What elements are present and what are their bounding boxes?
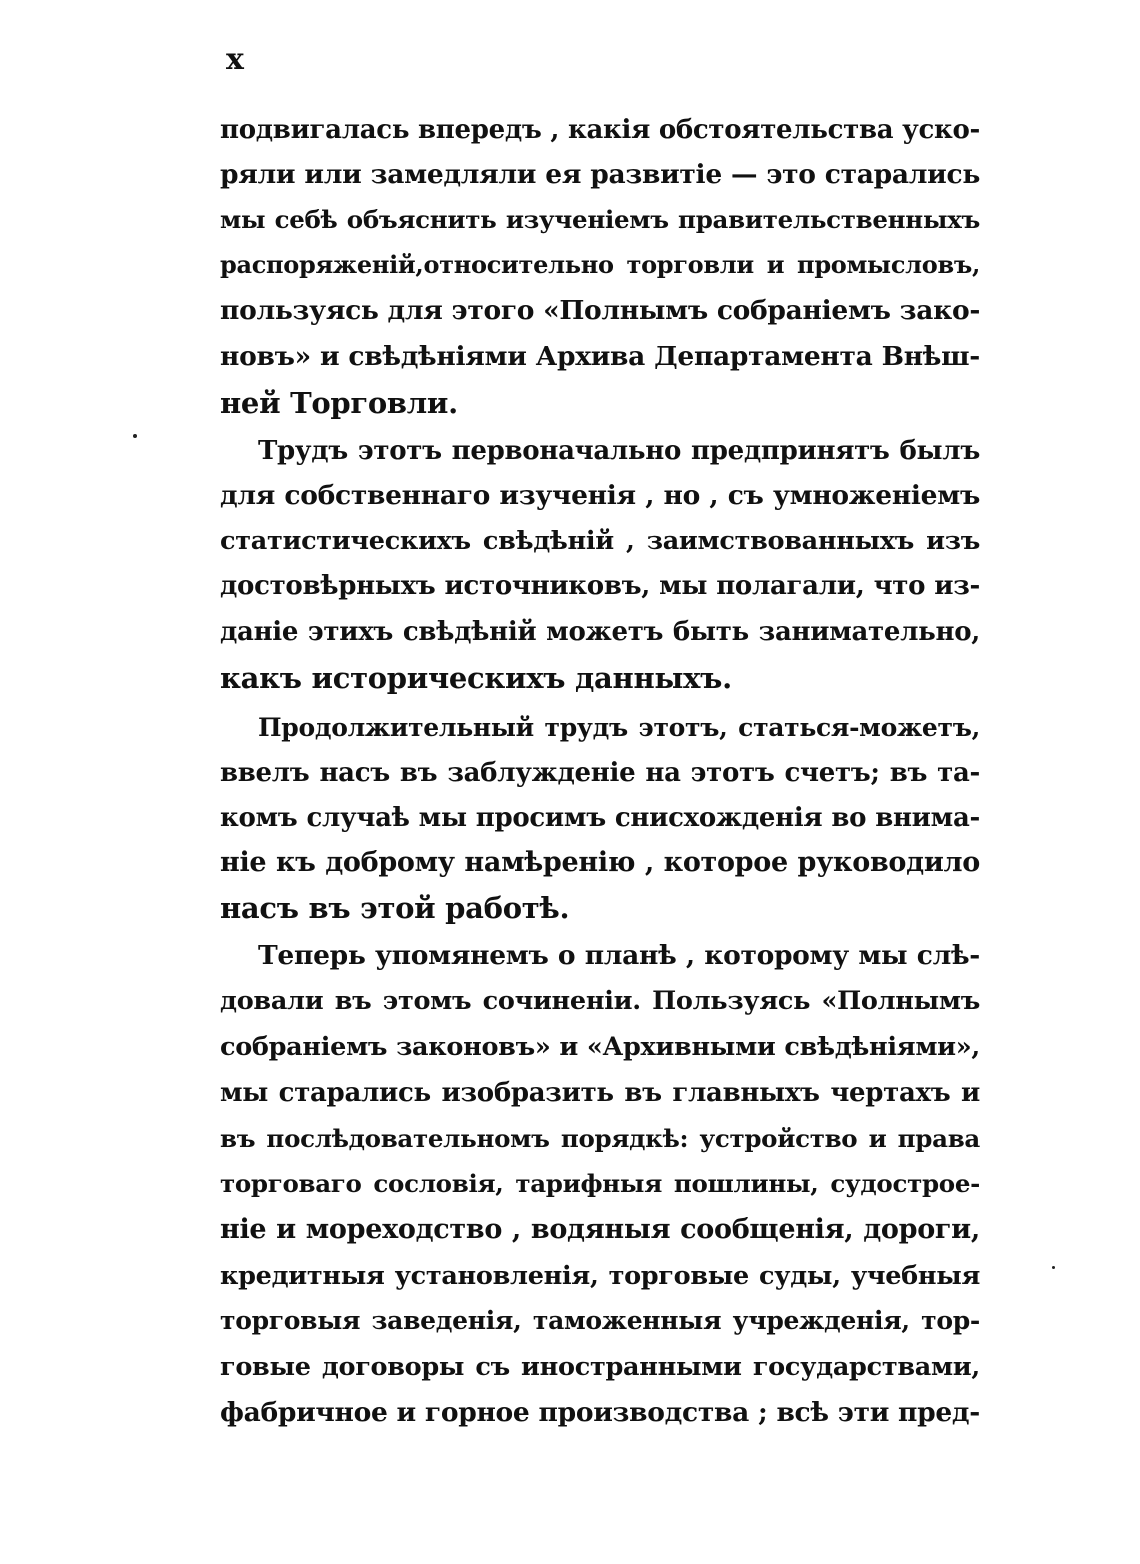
text-line: мы себѣ объяснить изученіемъ правительственныхъ	[220, 205, 980, 234]
scan-speck	[133, 434, 137, 438]
text-line: статистическихъ свѣдѣній , заимствованныхъ изъ	[220, 526, 980, 556]
text-line: ряли или замедляли ея развитіе — это старались	[220, 159, 980, 190]
text-line: торговыя заведенія, таможенныя учрежденія, тор-	[220, 1306, 980, 1335]
text-line: мы старались изобразить въ главныхъ чертахъ и	[220, 1078, 980, 1108]
text-line: для собственнаго изученія , но , съ умноженіемъ	[220, 480, 980, 511]
text-line: фабричное и горное производства ; всѣ эти пред-	[220, 1397, 980, 1428]
text-line: ней Торговли.	[220, 386, 458, 420]
text-line: довали въ этомъ сочиненіи. Пользуясь «Полнымъ	[220, 986, 980, 1016]
text-line: комъ случаѣ мы просимъ снисхожденія во внима-	[220, 803, 980, 833]
text-line: кредитныя установленія, торговые суды, учебныя	[220, 1261, 980, 1291]
text-line: достовѣрныхъ источниковъ, мы полагали, что из-	[220, 571, 980, 601]
text-line: новъ» и свѣдѣніями Архива Департамента Внѣш-	[220, 341, 980, 372]
text-line: Теперь упомянемъ о планѣ , которому мы слѣ-	[258, 940, 980, 971]
page-number: x	[226, 42, 244, 77]
text-line: въ послѣдовательномъ порядкѣ: устройство и права	[220, 1124, 980, 1153]
scan-speck	[1052, 1266, 1055, 1269]
text-line: даніе этихъ свѣдѣній можетъ быть занимательно,	[220, 617, 980, 647]
text-line: собраніемъ законовъ» и «Архивными свѣдѣніями»,	[220, 1032, 980, 1062]
text-line: подвигалась впередъ , какія обстоятельства уско-	[220, 115, 980, 145]
text-line: какъ историческихъ данныхъ.	[220, 661, 732, 695]
text-line: распоряженій,относительно торговли и промысловъ,	[220, 250, 980, 279]
text-line: насъ въ этой работѣ.	[220, 891, 570, 925]
text-line: Трудъ этотъ первоначально предпринятъ былъ	[258, 436, 980, 466]
text-line: торговаго сословія, тарифныя пошлины, судострое-	[220, 1169, 980, 1198]
text-line: ніе къ доброму намѣренію , которое руководило	[220, 847, 980, 878]
text-line: говые договоры съ иностранными государствами,	[220, 1352, 980, 1382]
text-line: пользуясь для этого «Полнымъ собраніемъ зако-	[220, 295, 981, 326]
text-line: Продолжительный трудъ этотъ, статься-можетъ,	[258, 713, 980, 742]
text-line: ніе и мореходство , водяныя сообщенія, дороги,	[220, 1214, 980, 1245]
text-line: ввелъ насъ въ заблужденіе на этотъ счетъ; въ та-	[220, 758, 980, 788]
